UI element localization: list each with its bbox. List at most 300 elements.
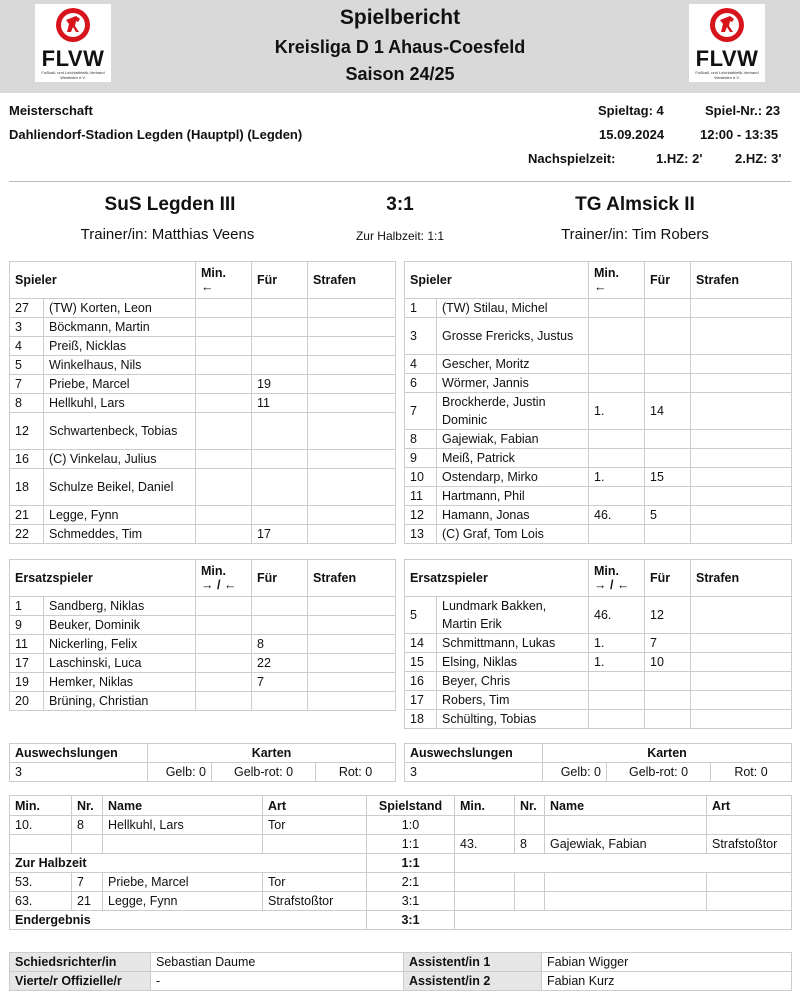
event-minute	[455, 816, 515, 835]
column-header-spieler: Spieler	[10, 262, 196, 299]
summary-score: 1:1	[367, 854, 455, 873]
player-row	[405, 653, 792, 672]
player-number: 16	[10, 450, 44, 469]
event-row	[10, 816, 792, 835]
empty-cell	[455, 911, 792, 930]
away-yellow-count: Gelb: 0	[543, 763, 607, 782]
penalties	[308, 375, 396, 394]
player-row	[405, 691, 792, 710]
penalties	[308, 356, 396, 375]
player-row	[405, 634, 792, 653]
player-number: 1	[405, 299, 437, 318]
player-name: Ostendarp, Mirko	[437, 468, 589, 487]
sub-minute	[589, 710, 645, 729]
event-player	[545, 816, 707, 835]
player-name: Brockherde, Justin Dominic	[437, 393, 589, 430]
referee-label: Schiedsrichter/in	[10, 953, 151, 972]
sub-minute	[196, 654, 252, 673]
sub-minute	[196, 597, 252, 616]
penalties	[308, 337, 396, 356]
sub-minute: 1.	[589, 634, 645, 653]
column-header-name: Name	[103, 796, 263, 816]
summary-score: 3:1	[367, 911, 455, 930]
event-number	[515, 873, 545, 892]
player-row	[10, 375, 396, 394]
event-minute	[10, 835, 72, 854]
event-type	[263, 835, 367, 854]
player-number: 18	[10, 469, 44, 506]
player-row	[10, 597, 396, 616]
home-coach: Trainer/in: Matthias Veens	[80, 226, 255, 243]
event-player: Legge, Fynn	[103, 892, 263, 911]
sub-for: 22	[252, 654, 308, 673]
sub-for	[645, 525, 691, 544]
away-team-name: TG Almsick II	[575, 194, 695, 215]
home-yellowred-count: Gelb-rot: 0	[212, 763, 316, 782]
sub-minute	[589, 672, 645, 691]
player-name: Priebe, Marcel	[44, 375, 196, 394]
league-title: Kreisliga D 1 Ahaus-Coesfeld	[274, 37, 526, 57]
penalties	[691, 691, 792, 710]
sub-for	[252, 356, 308, 375]
event-type	[707, 892, 792, 911]
sub-for	[645, 374, 691, 393]
player-row	[405, 318, 792, 355]
player-number: 1	[10, 597, 44, 616]
sub-for: 5	[645, 506, 691, 525]
sub-minute: 46.	[589, 597, 645, 634]
logo-text: FLVW	[695, 46, 759, 71]
player-number: 7	[405, 393, 437, 430]
player-row	[405, 506, 792, 525]
penalties	[691, 468, 792, 487]
away-yellowred-count: Gelb-rot: 0	[607, 763, 711, 782]
column-header-art: Art	[263, 796, 367, 816]
sub-minute	[196, 525, 252, 544]
sub-for: 19	[252, 375, 308, 394]
sub-for	[252, 318, 308, 337]
player-row	[405, 393, 792, 430]
player-name: Schulze Beikel, Daniel	[44, 469, 196, 506]
home-team-name: SuS Legden III	[104, 194, 236, 215]
sub-minute	[196, 394, 252, 413]
sub-minute	[589, 525, 645, 544]
player-name: Winkelhaus, Nils	[44, 356, 196, 375]
final-score: 3:1	[386, 194, 414, 215]
player-row	[405, 468, 792, 487]
sub-for: 8	[252, 635, 308, 654]
sub-minute	[589, 691, 645, 710]
event-player	[545, 892, 707, 911]
player-number: 20	[10, 692, 44, 711]
player-number: 4	[10, 337, 44, 356]
player-number: 27	[10, 299, 44, 318]
player-row	[10, 654, 396, 673]
sub-minute	[589, 430, 645, 449]
player-row	[405, 355, 792, 374]
penalties	[691, 525, 792, 544]
sub-for: 15	[645, 468, 691, 487]
column-header-fuer: Für	[252, 560, 308, 597]
player-name: (TW) Stilau, Michel	[437, 299, 589, 318]
player-row	[10, 635, 396, 654]
player-number: 18	[405, 710, 437, 729]
player-row	[405, 710, 792, 729]
nachspielzeit-hz2: 2.HZ: 3'	[735, 151, 782, 166]
event-number: 8	[72, 816, 103, 835]
sub-for	[645, 355, 691, 374]
player-row	[10, 413, 396, 450]
logo-subtext: Fußball- und Leichtathletik-Verband Westfalen e.V.	[41, 70, 105, 80]
player-number: 15	[405, 653, 437, 672]
event-number	[515, 892, 545, 911]
away-lineup-table	[404, 261, 792, 544]
nachspielzeit-hz1: 1.HZ: 2'	[656, 151, 703, 166]
player-number: 11	[10, 635, 44, 654]
match-time: 12:00 - 13:35	[700, 127, 779, 142]
player-row	[10, 692, 396, 711]
column-header-strafen: Strafen	[308, 560, 396, 597]
penalties	[691, 672, 792, 691]
logo-subtext: Fußball- und Leichtathletik-Verband Westfalen e.V.	[695, 70, 759, 80]
player-row	[405, 299, 792, 318]
empty-cell	[455, 854, 792, 873]
player-name: Schmeddes, Tim	[44, 525, 196, 544]
event-type	[707, 816, 792, 835]
column-header-spielstand: Spielstand	[367, 796, 455, 816]
sub-minute	[196, 506, 252, 525]
penalties	[691, 597, 792, 634]
summary-row	[10, 911, 792, 930]
player-row	[405, 374, 792, 393]
player-number: 13	[405, 525, 437, 544]
spieltag: Spieltag: 4	[598, 103, 664, 118]
player-row	[10, 299, 396, 318]
sub-minute	[196, 673, 252, 692]
home-stats-table	[9, 743, 396, 782]
sub-for	[252, 506, 308, 525]
sub-minute	[196, 692, 252, 711]
player-name: Gajewiak, Fabian	[437, 430, 589, 449]
event-type	[707, 873, 792, 892]
away-substitution-count: 3	[405, 763, 543, 782]
player-number: 17	[405, 691, 437, 710]
officials-table	[9, 952, 792, 991]
column-header-karten: Karten	[543, 744, 792, 763]
player-name: Gescher, Moritz	[437, 355, 589, 374]
sub-for	[645, 430, 691, 449]
column-header-strafen: Strafen	[308, 262, 396, 299]
sub-minute	[589, 355, 645, 374]
penalties	[691, 393, 792, 430]
player-name: Meiß, Patrick	[437, 449, 589, 468]
penalties	[691, 430, 792, 449]
penalties	[308, 673, 396, 692]
event-type: Tor	[263, 816, 367, 835]
event-number: 7	[72, 873, 103, 892]
column-header-nr: Nr.	[72, 796, 103, 816]
sub-for: 11	[252, 394, 308, 413]
sub-for	[252, 616, 308, 635]
penalties	[691, 355, 792, 374]
sub-minute: 46.	[589, 506, 645, 525]
player-number: 12	[10, 413, 44, 450]
event-type: Tor	[263, 873, 367, 892]
player-row	[10, 616, 396, 635]
away-coach: Trainer/in: Tim Robers	[561, 226, 709, 243]
player-number: 22	[10, 525, 44, 544]
player-row	[10, 673, 396, 692]
penalties	[691, 506, 792, 525]
event-player: Priebe, Marcel	[103, 873, 263, 892]
column-header-fuer: Für	[645, 560, 691, 597]
player-name: (C) Graf, Tom Lois	[437, 525, 589, 544]
match-date: 15.09.2024	[599, 127, 665, 142]
player-name: Schülting, Tobias	[437, 710, 589, 729]
home-substitutes-table	[9, 559, 396, 711]
column-header-art: Art	[707, 796, 792, 816]
penalties	[308, 597, 396, 616]
column-header-min: Min.	[455, 796, 515, 816]
fourth-official-name: -	[151, 972, 404, 991]
sub-for	[252, 469, 308, 506]
penalties	[691, 634, 792, 653]
away-substitutes-table	[404, 559, 792, 729]
sub-minute	[196, 299, 252, 318]
player-name: Elsing, Niklas	[437, 653, 589, 672]
player-row	[10, 356, 396, 375]
sub-for: 14	[645, 393, 691, 430]
fourth-official-label: Vierte/r Offizielle/r	[10, 972, 151, 991]
sub-minute: 1.	[589, 653, 645, 672]
sub-minute	[196, 450, 252, 469]
match-events-table	[9, 795, 792, 930]
penalties	[308, 525, 396, 544]
player-number: 11	[405, 487, 437, 506]
player-row	[10, 506, 396, 525]
player-name: Hartmann, Phil	[437, 487, 589, 506]
event-minute: 43.	[455, 835, 515, 854]
sub-for	[252, 413, 308, 450]
column-header-auswechslungen: Auswechslungen	[405, 744, 543, 763]
column-header-spieler: Spieler	[405, 262, 589, 299]
penalties	[308, 318, 396, 337]
season-title: Saison 24/25	[345, 64, 455, 84]
player-name: Schmittmann, Lukas	[437, 634, 589, 653]
sub-for: 12	[645, 597, 691, 634]
player-row	[405, 525, 792, 544]
penalties	[691, 487, 792, 506]
player-name: Laschinski, Luca	[44, 654, 196, 673]
column-header-min: Min. → / ←	[196, 560, 252, 597]
event-minute	[455, 873, 515, 892]
assistant1-label: Assistent/in 1	[404, 953, 542, 972]
player-name: Böckmann, Martin	[44, 318, 196, 337]
event-player	[103, 835, 263, 854]
penalties	[691, 318, 792, 355]
event-number: 21	[72, 892, 103, 911]
sub-for	[645, 318, 691, 355]
column-header-fuer: Für	[645, 262, 691, 299]
penalties	[691, 449, 792, 468]
column-header-karten: Karten	[148, 744, 396, 763]
player-number: 6	[405, 374, 437, 393]
sub-minute	[196, 616, 252, 635]
penalties	[308, 635, 396, 654]
player-number: 3	[405, 318, 437, 355]
penalties	[308, 299, 396, 318]
nachspielzeit-label: Nachspielzeit:	[528, 151, 616, 166]
home-lineup-table	[9, 261, 396, 544]
away-stats-table	[404, 743, 792, 782]
player-name: Legge, Fynn	[44, 506, 196, 525]
player-number: 17	[10, 654, 44, 673]
player-name: Nickerling, Felix	[44, 635, 196, 654]
halftime-score: Zur Halbzeit: 1:1	[355, 229, 445, 243]
player-number: 8	[10, 394, 44, 413]
player-name: Sandberg, Niklas	[44, 597, 196, 616]
away-red-count: Rot: 0	[711, 763, 792, 782]
player-row	[10, 469, 396, 506]
sub-for	[645, 691, 691, 710]
column-header-name: Name	[545, 796, 707, 816]
player-number: 7	[10, 375, 44, 394]
player-number: 21	[10, 506, 44, 525]
player-number: 9	[10, 616, 44, 635]
event-score: 3:1	[367, 892, 455, 911]
sub-for	[645, 672, 691, 691]
player-number: 8	[405, 430, 437, 449]
sub-minute	[196, 469, 252, 506]
sub-for	[645, 710, 691, 729]
home-substitution-count: 3	[10, 763, 148, 782]
column-header-min: Min. ←	[196, 262, 252, 299]
player-name: (TW) Korten, Leon	[44, 299, 196, 318]
event-score: 2:1	[367, 873, 455, 892]
event-player: Hellkuhl, Lars	[103, 816, 263, 835]
sub-minute	[589, 318, 645, 355]
column-header-strafen: Strafen	[691, 560, 792, 597]
penalties	[308, 506, 396, 525]
sub-for	[252, 597, 308, 616]
divider	[9, 181, 791, 182]
penalties	[691, 710, 792, 729]
assistant2-label: Assistent/in 2	[404, 972, 542, 991]
summary-label: Endergebnis	[10, 911, 367, 930]
player-name: Wörmer, Jannis	[437, 374, 589, 393]
player-row	[405, 672, 792, 691]
column-header-ersatzspieler: Ersatzspieler	[10, 560, 196, 597]
event-row	[10, 835, 792, 854]
sub-minute	[196, 337, 252, 356]
event-score: 1:0	[367, 816, 455, 835]
player-name: Lundmark Bakken, Martin Erik	[437, 597, 589, 634]
report-title: Spielbericht	[339, 6, 461, 29]
home-yellow-count: Gelb: 0	[148, 763, 212, 782]
event-number: 8	[515, 835, 545, 854]
sub-minute	[196, 318, 252, 337]
event-player: Gajewiak, Fabian	[545, 835, 707, 854]
sub-minute	[196, 635, 252, 654]
assistant1-name: Fabian Wigger	[542, 953, 792, 972]
assistant2-name: Fabian Kurz	[542, 972, 792, 991]
column-header-nr: Nr.	[515, 796, 545, 816]
spiel-nr: Spiel-Nr.: 23	[705, 103, 781, 118]
summary-label: Zur Halbzeit	[10, 854, 367, 873]
penalties	[308, 654, 396, 673]
penalties	[691, 374, 792, 393]
logo-text: FLVW	[41, 46, 105, 71]
event-minute: 63.	[10, 892, 72, 911]
player-name: Brüning, Christian	[44, 692, 196, 711]
event-number	[72, 835, 103, 854]
player-number: 5	[405, 597, 437, 634]
player-number: 3	[10, 318, 44, 337]
player-row	[405, 487, 792, 506]
column-header-min: Min. ←	[589, 262, 645, 299]
player-name: Schwartenbeck, Tobias	[44, 413, 196, 450]
report-header	[0, 0, 800, 93]
player-row	[405, 430, 792, 449]
event-type: Strafstoßtor	[263, 892, 367, 911]
event-row	[10, 892, 792, 911]
sub-for	[645, 487, 691, 506]
column-header-min: Min. → / ←	[589, 560, 645, 597]
sub-for: 7	[252, 673, 308, 692]
player-row	[10, 318, 396, 337]
player-name: Beyer, Chris	[437, 672, 589, 691]
player-name: Hamann, Jonas	[437, 506, 589, 525]
player-number: 12	[405, 506, 437, 525]
sub-for	[645, 449, 691, 468]
sub-minute: 1.	[589, 468, 645, 487]
event-minute: 10.	[10, 816, 72, 835]
sub-minute	[196, 356, 252, 375]
summary-row	[10, 854, 792, 873]
player-number: 9	[405, 449, 437, 468]
sub-minute	[589, 299, 645, 318]
player-name: Hemker, Niklas	[44, 673, 196, 692]
event-minute: 53.	[10, 873, 72, 892]
player-row	[405, 449, 792, 468]
penalties	[691, 653, 792, 672]
column-header-fuer: Für	[252, 262, 308, 299]
player-name: Beuker, Dominik	[44, 616, 196, 635]
player-name: Preiß, Nicklas	[44, 337, 196, 356]
player-number: 16	[405, 672, 437, 691]
player-row	[405, 597, 792, 634]
penalties	[308, 616, 396, 635]
penalties	[308, 469, 396, 506]
player-number: 4	[405, 355, 437, 374]
player-row	[10, 394, 396, 413]
sub-for	[252, 299, 308, 318]
home-red-count: Rot: 0	[316, 763, 396, 782]
sub-for	[252, 450, 308, 469]
sub-for	[252, 337, 308, 356]
penalties	[308, 413, 396, 450]
competition: Meisterschaft	[9, 103, 93, 118]
referee-name: Sebastian Daume	[151, 953, 404, 972]
sub-minute	[196, 375, 252, 394]
event-number	[515, 816, 545, 835]
sub-minute	[589, 449, 645, 468]
player-name: Hellkuhl, Lars	[44, 394, 196, 413]
sub-for: 17	[252, 525, 308, 544]
player-number: 10	[405, 468, 437, 487]
event-score: 1:1	[367, 835, 455, 854]
player-name: Robers, Tim	[437, 691, 589, 710]
